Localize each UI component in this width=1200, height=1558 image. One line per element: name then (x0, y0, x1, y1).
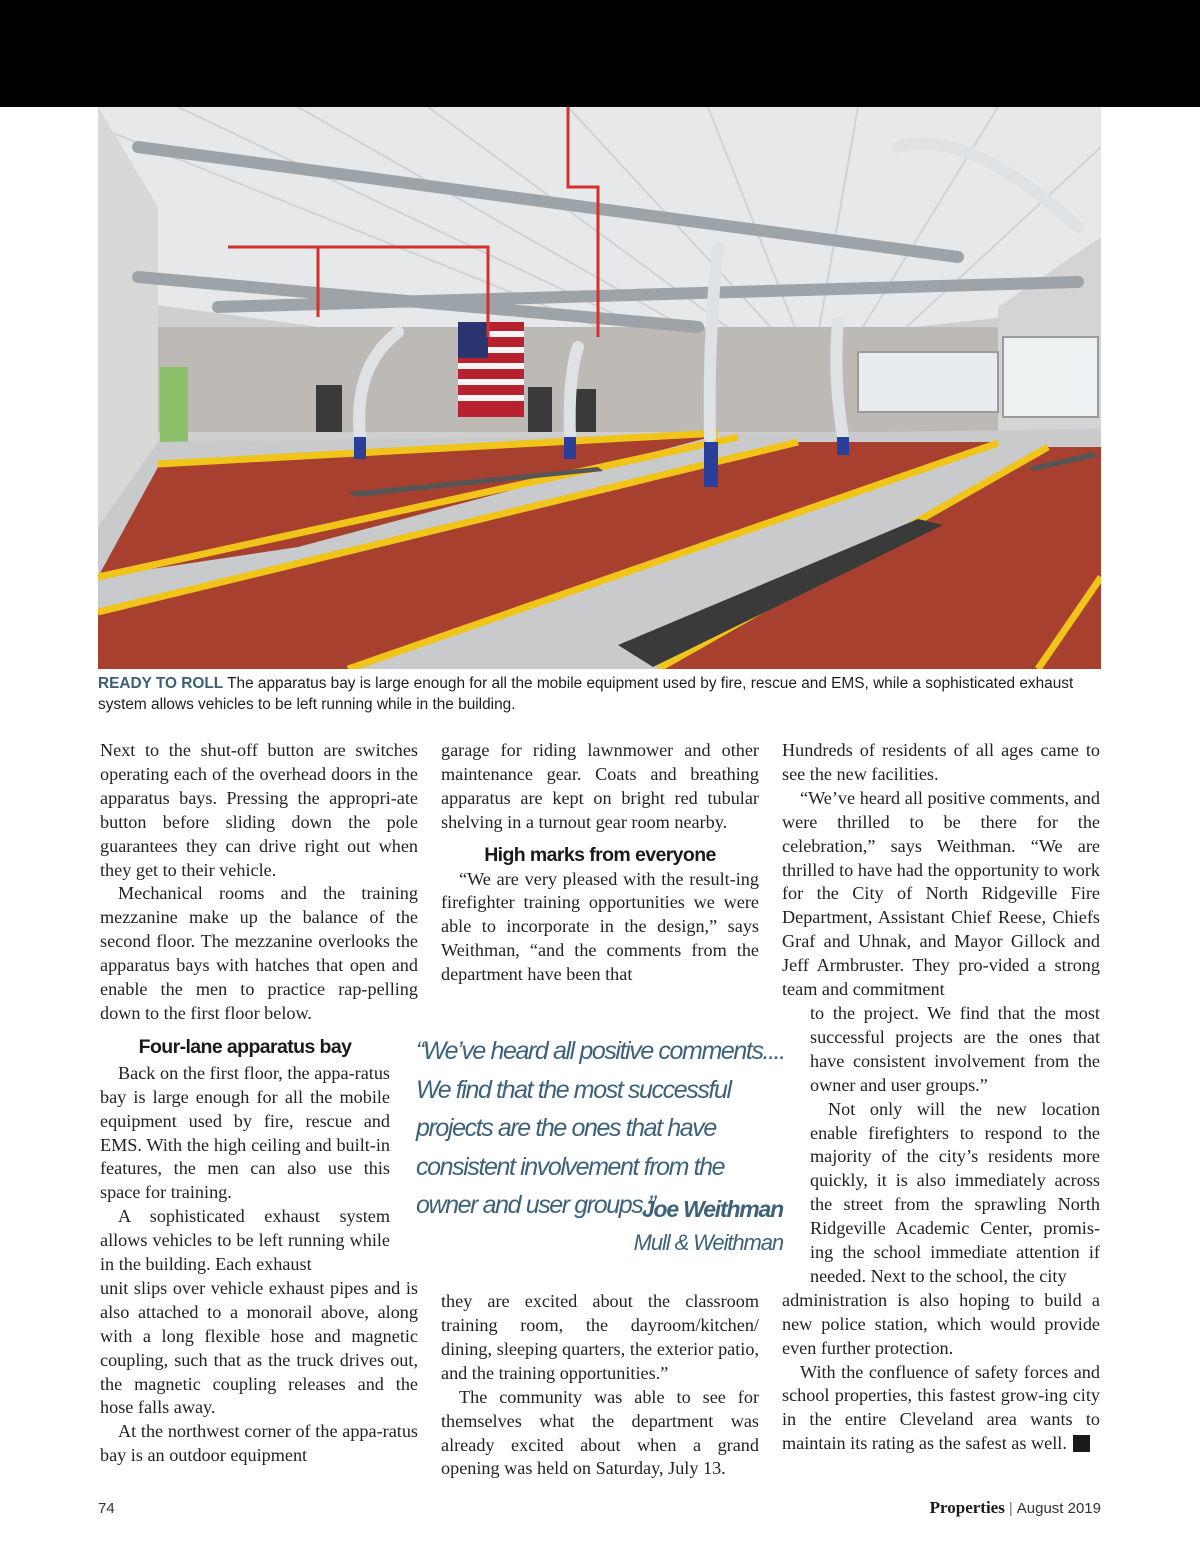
page-number: 74 (98, 1500, 115, 1517)
paragraph: to the project. We find that the most successful projects are the ones that have consistent involvement from the owner and user groups.” (810, 1002, 1100, 1095)
pull-quote-firm: Mull & Weithman (633, 1230, 783, 1255)
paragraph: Back on the first floor, the appa-ratus bay is large enough for all the mobile equipment used by fire, rescue and EMS. With the high ceiling and built-in features, the men can also use this space for training. (100, 1062, 390, 1203)
article-column-3 (782, 739, 1100, 1456)
paragraph: The community was able to see for themselves what the department was already excited about when a grand opening was held on Saturday, July 13. (441, 1386, 759, 1479)
section-heading: High marks from everyone (484, 843, 716, 866)
paragraph: A sophisticated exhaust system allows vehicles to be left running while in the building. Each exhaust (100, 1206, 390, 1275)
paragraph: At the northwest corner of the appa-ratus bay is an outdoor equipment (100, 1421, 418, 1466)
paragraph: Next to the shut-off button are switches operating each of the overhead doors in the apparatus bays. Pressing the appropri-ate button before sliding down the pole guarantees they can drive right out when they get to their vehicle. (100, 740, 418, 880)
pull-quote-name: Joe Weithman (641, 1196, 783, 1222)
paragraph: Not only will the new location enable firefighters to respond to the majority of the city’s residents more quickly, it is also immediately across the street from the sprawling North Ridgeville Academic Center, promis-ing the school immediate attention if needed. Next to the school, the city (810, 1098, 1100, 1286)
paragraph: they are excited about the classroom training room, the dayroom/kitchen/ dining, sleeping quarters, the exterior patio, and the training opportunities.” (441, 1291, 759, 1383)
caption-text: The apparatus bay is large enough for all the mobile equipment used by fire, rescue and EMS, while a sophisticated exhaust system allows vehicles to be left running while in the building. (98, 675, 1074, 713)
section-heading: Four-lane apparatus bay (138, 1035, 352, 1058)
footer-masthead (930, 1498, 1101, 1518)
magazine-name: Properties (929, 1498, 1005, 1517)
photo-caption (98, 673, 1103, 715)
footer-separator: | (1008, 1500, 1013, 1517)
apparatus-bay-photo (98, 107, 1101, 669)
issue-date: August 2019 (1016, 1500, 1101, 1517)
paragraph: “We’ve heard all positive comments, and were thrilled to be there for the celebration,” says Weithman. “We are thrilled to have had the opportunity to work for the City of North Ridgeville Fire Department, Assistant Chief Reese, Chiefs Graf and Uhnak, and Mayor Gillock and Jeff Armbruster. They pro-vided a strong team and commitment (782, 787, 1100, 1000)
top-black-band (0, 0, 1200, 107)
paragraph: Hundreds of residents of all ages came to see the new facilities. (782, 740, 1100, 784)
article-column-1 (100, 739, 418, 1468)
final-paragraph-text: With the confluence of safety forces and school properties, this fastest grow-ing city in the entire Cleveland area wants to maintain its rating as the safest as well. (782, 1361, 1100, 1454)
paragraph: administration is also hoping to build a new police station, which would provide even further protection. (782, 1289, 1100, 1358)
paragraph: Mechanical rooms and the training mezzanine make up the balance of the second floor. The mezzanine overlooks the apparatus bays with hatches that open and enable the men to practice rap-pelling down to the first floor below. (100, 883, 418, 1023)
paragraph: “We are very pleased with the result-ing firefighter training opportunities we were able to incorporate in the design,” says Weithman, “and the comments from the department have been that (441, 868, 759, 985)
paragraph (782, 1361, 1100, 1457)
caption-lead: READY TO ROLL (98, 675, 224, 692)
pull-quote: “We’ve heard all positive comments.... We find that the most successful projects are the ones that have consistent involvement from the owner and user groups.” (416, 1037, 785, 1219)
paragraph: unit slips over vehicle exhaust pipes and is also attached to a monorail above, along with a long flexible hose and magnetic coupling, such that as the truck drives out, the magnetic coupling releases and the hose falls away. (100, 1277, 418, 1418)
end-mark-icon: P (1073, 1435, 1090, 1452)
paragraph: garage for riding lawnmower and other maintenance gear. Coats and breathing apparatus are kept on bright red tubular shelving in a turnout gear room nearby. (441, 740, 759, 832)
